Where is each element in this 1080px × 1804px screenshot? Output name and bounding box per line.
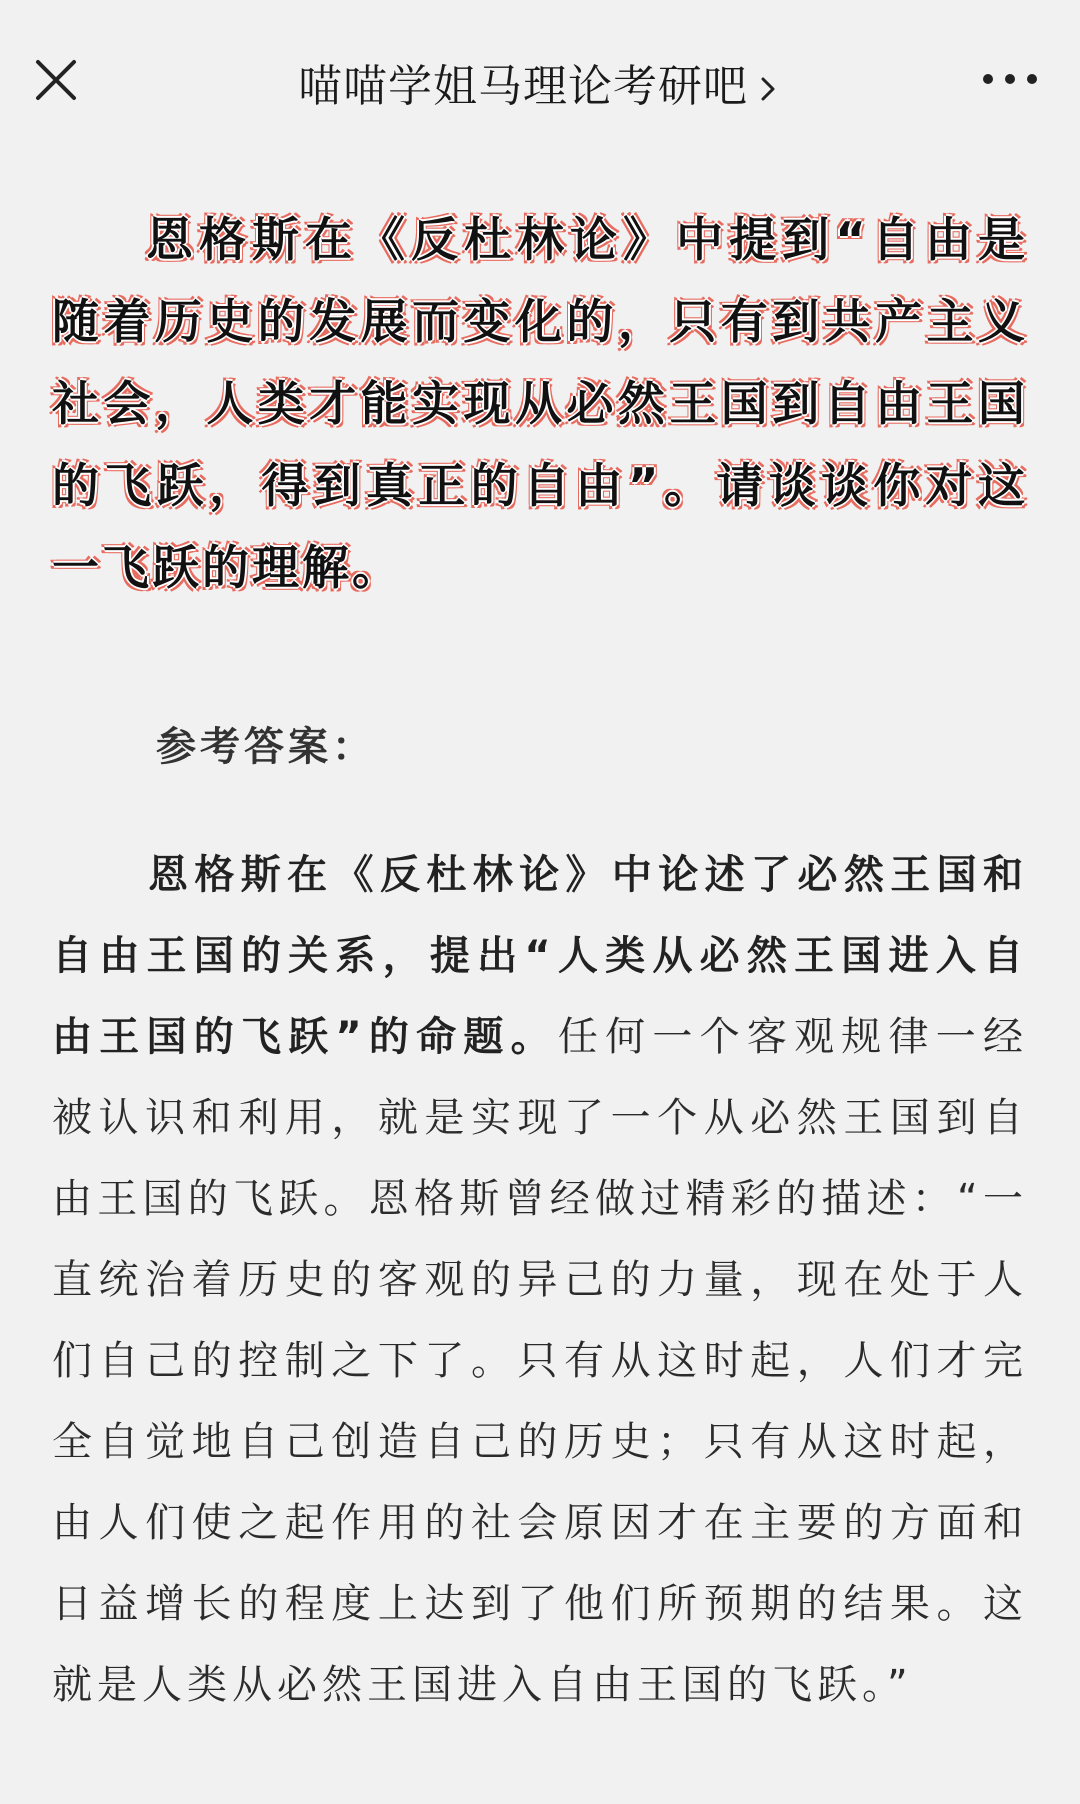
- more-dots-icon: [980, 64, 1040, 94]
- question-paragraph: [52, 200, 1028, 610]
- chevron-right-icon: [754, 75, 782, 103]
- close-icon: [28, 52, 84, 108]
- question-text: 恩格斯在《反杜林论》中提到“自由是随着历史的发展而变化的，只有到共产主义社会，人类才能实现从必然王国到自由王国的飞跃，得到真正的自由”。请谈谈你对这一飞跃的理解。: [52, 213, 1028, 596]
- close-button[interactable]: [28, 52, 84, 108]
- answer-paragraph: [52, 835, 1028, 1726]
- answer-label: 参考答案：: [156, 724, 376, 770]
- top-nav-bar: [0, 0, 1080, 170]
- more-button[interactable]: [980, 64, 1040, 94]
- account-title-link[interactable]: [170, 50, 910, 114]
- page-title: 喵喵学姐马理论考研吧: [298, 61, 748, 112]
- answer-bold-lead: 恩格斯在《反杜林论》中论述了必然王国和自由王国的关系，提出“人类从必然王国进入自由王国的飞跃”的命题。: [52, 852, 1028, 1060]
- answer-body: 任何一个客观规律一经被认识和利用，就是实现了一个从必然王国到自由王国的飞跃。恩格斯曾经做过精彩的描述：“一直统治着历史的客观的异己的力量，现在处于人们自己的控制之下了。只有从这时起，人们才完全自觉地自己创造自己的历史；只有从这时起，由人们使之起作用的社会原因才在主要的方面和日益增长的程度上达到了他们所预期的结果。这就是人类从必然王国进入自由王国的飞跃。”: [52, 1014, 1029, 1708]
